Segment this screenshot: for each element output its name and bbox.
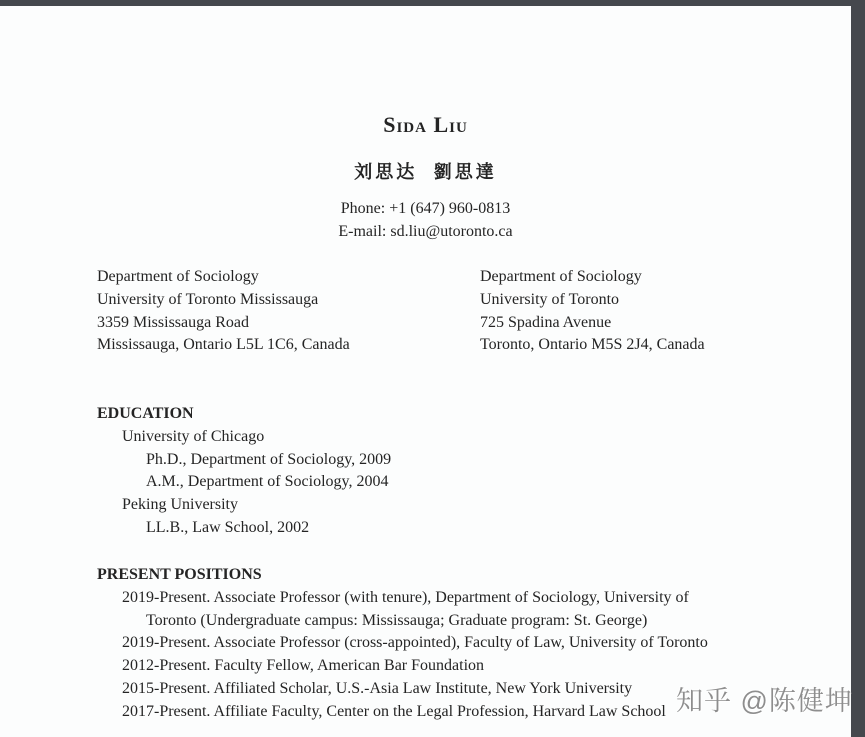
phone-line: Phone: +1 (647) 960-0813 xyxy=(340,200,511,217)
window-top-border xyxy=(0,0,865,6)
section-education xyxy=(97,403,827,540)
zhihu-watermark: 知乎 @陈健坤 xyxy=(676,686,853,716)
address-columns xyxy=(97,266,863,357)
address-block-st-george xyxy=(480,266,863,357)
address-line: Toronto, Ontario M5S 2J4, Canada xyxy=(480,336,705,354)
email-line: E-mail: sd.liu@utoronto.ca xyxy=(338,222,513,240)
address-line: Department of Sociology xyxy=(480,268,642,285)
section-entry: 2019-Present. Associate Professor (cross-appointed), Faculty of Law, University of Toronto xyxy=(122,634,708,652)
section-heading: EDUCATION xyxy=(97,405,194,422)
section-entry: 2019-Present. Associate Professor (with tenure), Department of Sociology, University of xyxy=(122,588,689,606)
section-entry: 2015-Present. Affiliated Scholar, U.S.-Asia Law Institute, New York University xyxy=(122,679,633,697)
address-line: 725 Spadina Avenue xyxy=(480,313,612,331)
section-entry: Toronto (Undergraduate campus: Mississauga; Graduate program: St. George) xyxy=(146,611,648,629)
section-entry: LL.B., Law School, 2002 xyxy=(146,518,310,536)
page-title: Sida Liu xyxy=(383,112,468,137)
address-line: University of Toronto xyxy=(480,290,620,308)
section-heading: PRESENT POSITIONS xyxy=(97,566,262,583)
address-line: Mississauga, Ontario L5L 1C6, Canada xyxy=(97,336,350,354)
address-block-mississauga xyxy=(97,266,480,357)
address-line: 3359 Mississauga Road xyxy=(97,313,249,331)
contact-block xyxy=(0,198,851,244)
section-entry: University of Chicago xyxy=(122,427,265,445)
section-entry: 2012-Present. Faculty Fellow, American Bar Foundation xyxy=(122,657,485,675)
section-entry: Peking University xyxy=(122,496,238,514)
section-entry: Ph.D., Department of Sociology, 2009 xyxy=(146,450,392,468)
section-entry: A.M., Department of Sociology, 2004 xyxy=(146,473,389,491)
section-entry: 2017-Present. Affiliate Faculty, Center on the Legal Profession, Harvard Law School xyxy=(122,702,666,720)
address-line: Department of Sociology xyxy=(97,268,259,285)
chinese-name: 刘思达 劉思達 xyxy=(354,162,497,182)
window-right-border xyxy=(851,0,865,737)
address-line: University of Toronto Mississauga xyxy=(97,290,319,308)
